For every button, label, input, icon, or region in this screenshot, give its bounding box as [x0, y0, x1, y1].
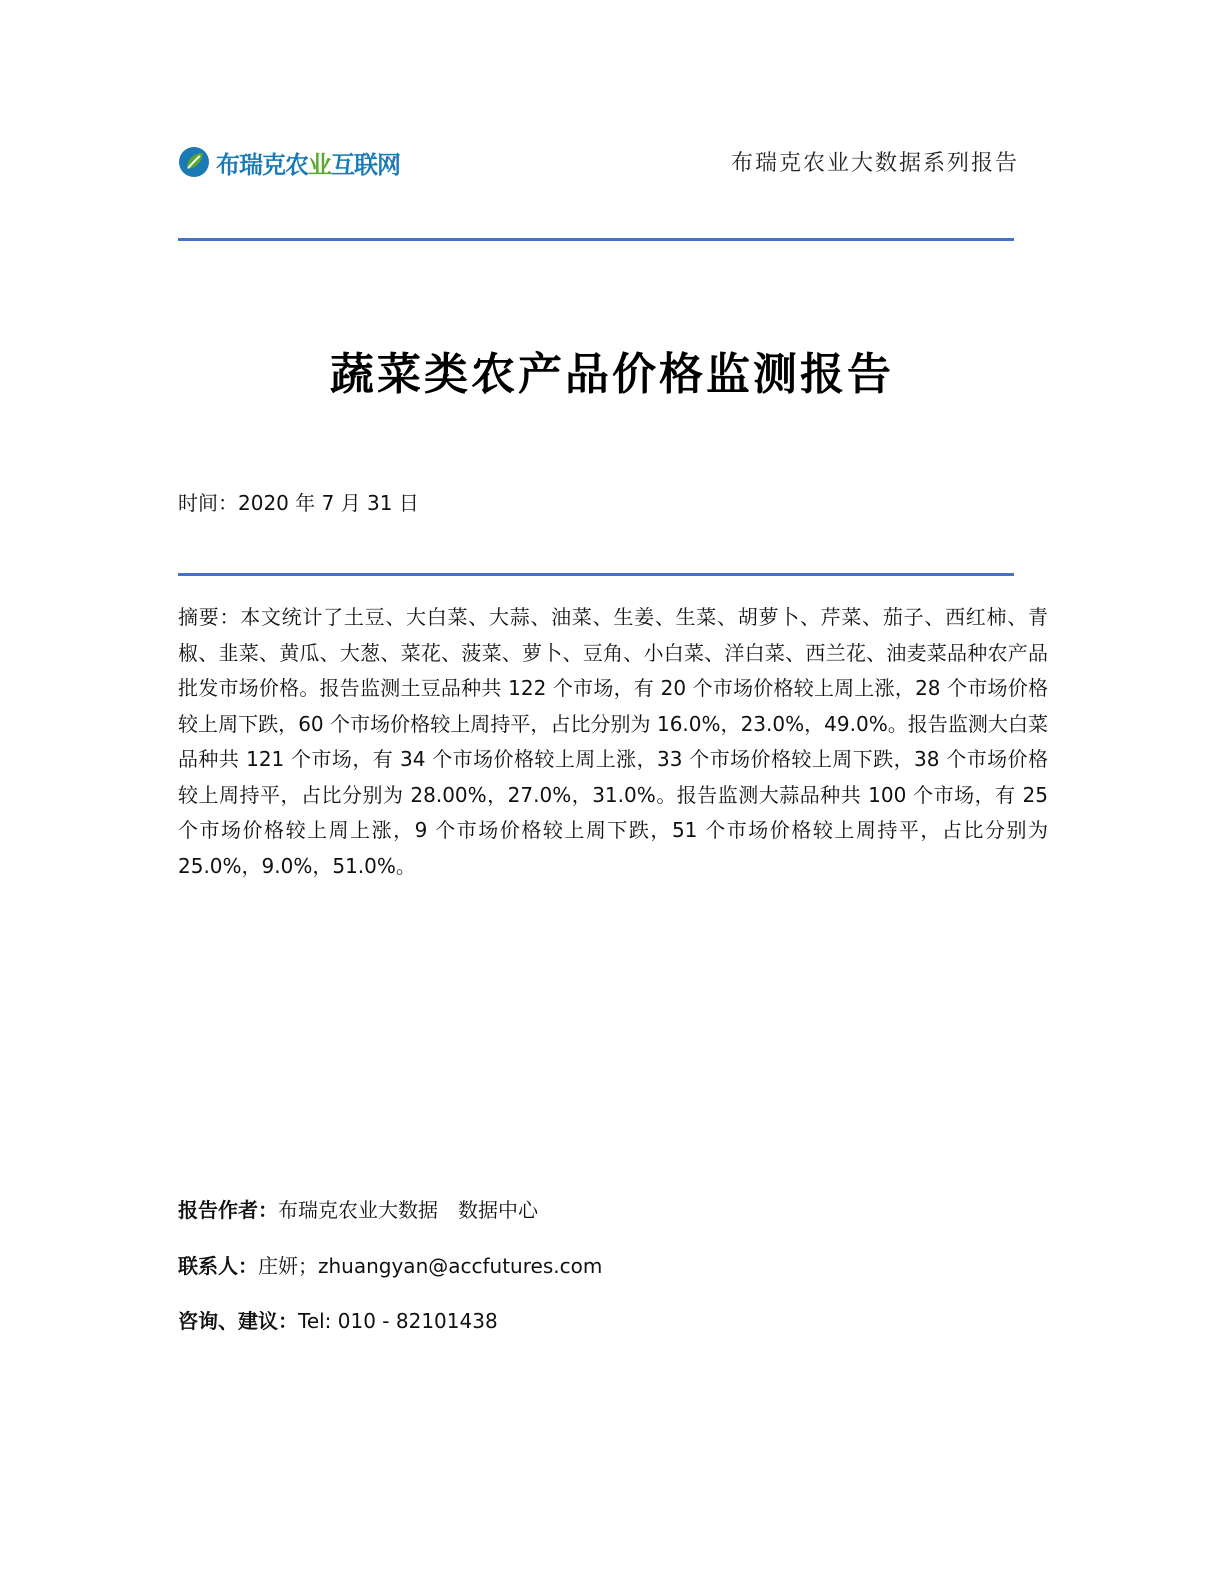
date-divider	[178, 573, 1014, 576]
author-label: 报告作者：	[178, 1198, 278, 1222]
consult-line	[178, 1305, 498, 1334]
report-date: 时间：2020 年 7 月 31 日	[178, 491, 419, 515]
logo-wordmark: 布瑞克农业互联网	[216, 150, 400, 179]
consult-value: Tel: 010 - 82101438	[298, 1309, 498, 1333]
consult-label: 咨询、建议：	[178, 1309, 298, 1333]
author-line	[178, 1194, 538, 1223]
author-value: 布瑞克农业大数据 数据中心	[278, 1198, 538, 1222]
contact-value: 庄妍；zhuangyan@accfutures.com	[258, 1254, 603, 1278]
contact-line	[178, 1250, 602, 1279]
leaf-logo-icon	[178, 146, 210, 178]
report-title: 蔬菜类农产品价格监测报告	[330, 349, 894, 400]
company-logo	[178, 145, 400, 179]
contact-label: 联系人：	[178, 1254, 258, 1278]
series-title: 布瑞克农业大数据系列报告	[730, 151, 1019, 176]
header-divider	[178, 238, 1014, 241]
report-abstract: 摘要：本文统计了土豆、大白菜、大蒜、油菜、生姜、生菜、胡萝卜、芹菜、茄子、西红柿、青椒、韭菜、黄瓜、大葱、菜花、菠菜、萝卜、豆角、小白菜、洋白菜、西兰花、油麦菜品种农产品批发市场价格。报告监测土豆品种共 122 个市场，有 20 个市场价格较上周上涨，28 个市场价格较上周下跌，60 个市场价格较上周持平，占比分别为 16.0%，23.0%，49.0%。报告监测大白菜品种共 121 个市场，有 34 个市场价格较上周上涨，33 个市场价格较上周下跌，38 个市场价格较上周持平，占比分别为 28.00%，27.0%，31.0%。报告监测大蒜品种共 100 个市场，有 25 个市场价格较上周上涨，9 个市场价格较上周下跌，51 个市场价格较上周持平，占比分别为 25.0%，9.0%，51.0%。	[178, 605, 1048, 878]
